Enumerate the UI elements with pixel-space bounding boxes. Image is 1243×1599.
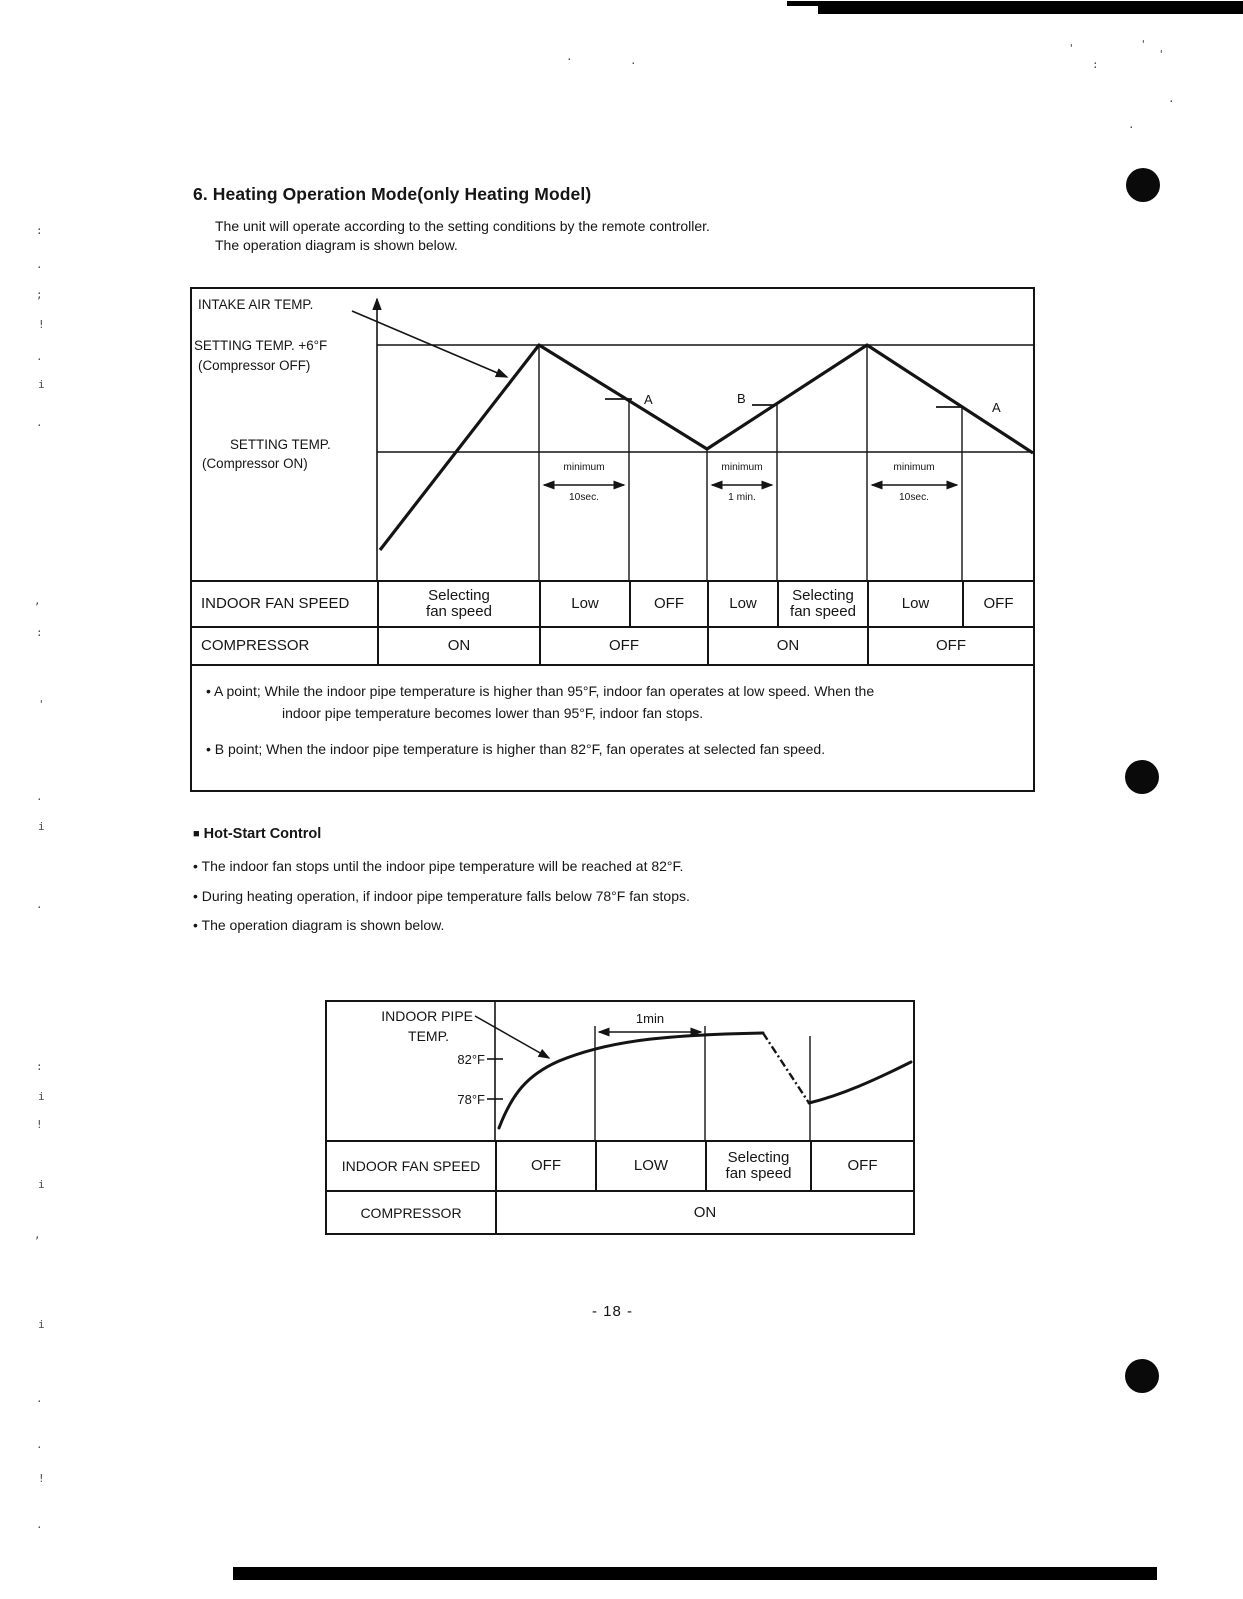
heating-operation-diagram [190,287,1035,792]
min1-value: 10sec. [568,492,600,503]
scan-speck: i [38,1178,45,1191]
scan-speck: ! [36,1118,43,1131]
fan-speed-row [327,1140,913,1190]
scan-speck: ! [38,1472,45,1485]
min1-label: minimum [563,462,605,473]
pipe-label-arrow [475,1016,549,1058]
min3-value: 10sec. [898,492,930,503]
compressor-row [192,626,1033,664]
scan-speck: i [38,1090,45,1103]
intake-air-temp-label: INTAKE AIR TEMP. [198,297,314,312]
point-a1-label: A [644,392,653,407]
square-bullet-icon: ■ [193,828,200,840]
punch-hole-mark-2 [1125,760,1159,794]
fan-speed-cell: OFF [810,1142,913,1190]
fan-speed-cell: Low [867,582,962,626]
scan-speck: ' [1140,38,1147,51]
setting-temp-off-label: SETTING TEMP. +6°F [194,338,328,353]
fan-speed-cell: OFF [629,582,707,626]
hot-start-bullet-2: • During heating operation, if indoor pipe temperature falls below 78°F fan stops. [193,888,690,904]
fan-speed-cell [377,582,539,626]
indoor-pipe-temp-label: TEMP. [408,1028,449,1044]
scan-speck: : [1092,58,1099,71]
diagram-notes [192,664,1033,759]
scan-speck: . [36,1392,43,1405]
scan-edge-bar-top-thick [818,6,1243,14]
fan-speed-cell: Low [539,582,629,626]
compressor-cell: OFF [867,628,1033,664]
scan-speck: : [36,626,43,639]
intake-label-arrow [352,311,507,377]
fan-speed-cell: OFF [495,1142,595,1190]
scan-speck: : [36,1060,43,1073]
fan-speed-cell-text: Selecting fan speed [790,587,856,620]
setting-temp-on-label: SETTING TEMP. [230,437,331,452]
scan-speck: . [1128,118,1135,131]
compressor-row-header: COMPRESSOR [360,1204,462,1221]
min3-label: minimum [893,462,935,473]
compressor-off-label: (Compressor OFF) [198,358,311,373]
scan-speck: . [1168,92,1175,105]
fan-speed-row-header: INDOOR FAN SPEED [201,595,350,612]
scan-speck: ' [1068,42,1075,55]
intro-line-2: The operation diagram is shown below. [215,237,458,253]
one-min-label: 1min [635,1011,665,1026]
hot-start-chart [327,1002,913,1140]
fan-speed-cell-text: Selecting fan speed [725,1149,792,1182]
scan-speck: i [38,820,45,833]
scan-speck: : [36,224,43,237]
intro-text [215,217,710,255]
scan-speck: . [36,790,43,803]
compressor-on-label: (Compressor ON) [202,456,308,471]
compressor-cell: OFF [539,628,707,664]
scan-speck: . [36,1518,43,1531]
compressor-row-header: COMPRESSOR [201,637,310,654]
fan-speed-cell: LOW [595,1142,705,1190]
pipe-temp-curve-recover [809,1062,911,1103]
min2-label: minimum [721,462,763,473]
note-b: • B point; When the indoor pipe temperature is higher than 82°F, fan operates at selected fan speed. [206,741,826,757]
scan-edge-bar-bottom [233,1567,1157,1580]
scan-speck: . [36,1438,43,1451]
section-title: 6. Heating Operation Mode(only Heating Model) [193,184,592,204]
fan-speed-cell [777,582,867,626]
scan-speck: , [34,594,41,607]
scan-speck: ; [36,288,43,301]
fan-speed-row [192,580,1033,626]
punch-hole-mark-3 [1125,1359,1159,1393]
hot-start-heading [193,826,321,842]
fan-speed-cell-text: Selecting fan speed [426,587,492,620]
fan-speed-cell: OFF [962,582,1033,626]
pipe-temp-curve-drop [763,1033,809,1103]
scan-speck: . [566,50,573,63]
scan-speck: . [630,54,637,67]
scan-speck: ' [38,698,45,711]
scan-speck: ! [38,318,45,331]
temp-82-label: 82°F [457,1052,485,1067]
note-a-line1: • A point; While the indoor pipe temperature is higher than 95°F, indoor fan operates at low speed. When the [206,683,875,699]
compressor-row [327,1190,913,1233]
scan-speck: . [36,350,43,363]
point-a2-label: A [992,400,1001,415]
scan-speck: , [34,1228,41,1241]
hot-start-bullet-3: • The operation diagram is shown below. [193,917,445,933]
compressor-cell: ON [377,628,539,664]
temp-78-label: 78°F [457,1092,485,1107]
scan-speck: . [36,416,43,429]
pipe-temp-curve-rise [499,1033,763,1128]
page-number: - 18 - [591,1303,633,1320]
scan-speck: . [36,258,43,271]
compressor-cell: ON [495,1192,913,1233]
fan-speed-row-header: INDOOR FAN SPEED [341,1158,481,1174]
scan-speck: ' [1158,48,1165,61]
note-a-line2: indoor pipe temperature becomes lower than 95°F, indoor fan stops. [282,705,704,721]
heating-cycle-chart [192,289,1033,580]
hot-start-heading-text: Hot-Start Control [203,826,322,842]
scan-speck: . [36,898,43,911]
hot-start-diagram [325,1000,915,1235]
scan-speck: i [38,378,45,391]
scan-speck: i [38,1318,45,1331]
intro-line-1: The unit will operate according to the setting conditions by the remote controller. [215,218,710,234]
compressor-cell: ON [707,628,867,664]
point-b-label: B [737,391,746,406]
punch-hole-mark-1 [1126,168,1160,202]
fan-speed-cell [705,1142,810,1190]
fan-speed-cell: Low [707,582,777,626]
min2-value: 1 min. [728,492,756,503]
indoor-pipe-label: INDOOR PIPE [381,1008,473,1024]
hot-start-bullet-1: • The indoor fan stops until the indoor pipe temperature will be reached at 82°F. [193,858,684,874]
